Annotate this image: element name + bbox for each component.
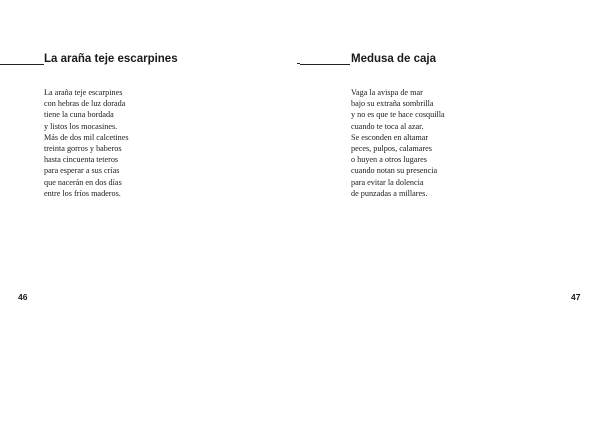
poem-line: que nacerán en dos días: [44, 177, 122, 187]
poem-line: cuando te toca al azar.: [351, 121, 424, 131]
poem-line: hasta cincuenta teteros: [44, 155, 119, 165]
poem-line: entre los fríos maderos.: [44, 188, 121, 198]
poem-line: cuando notan su presencia: [351, 166, 438, 176]
poem-line: La araña teje escarpines: [44, 88, 123, 97]
poem-line: Se esconden en altamar: [351, 132, 429, 142]
poem-line: de punzadas a millares.: [351, 188, 428, 198]
poem-line: bajo su extraña sombrilla: [351, 99, 434, 109]
poem-body: [44, 87, 129, 199]
poem-title: La araña teje escarpines: [44, 53, 178, 65]
poem-line: Vaga la avispa de mar: [351, 88, 423, 97]
page-number: 46: [18, 292, 28, 302]
poem-line: treinta gorros y baberos: [44, 144, 122, 154]
poem-line: peces, pulpos, calamares: [351, 144, 432, 154]
poem-line: para evitar la dolencia: [351, 177, 424, 187]
page-number: 47: [571, 292, 581, 302]
poem-line: tiene la cuna bordada: [44, 110, 114, 120]
poem-line: y listos los mocasines.: [44, 121, 118, 131]
right-page: [300, 0, 600, 440]
title-rule: [300, 64, 350, 65]
poem-line: o huyen a otros lugares: [351, 155, 427, 165]
title-rule: [0, 64, 44, 65]
poem-body: [351, 87, 445, 199]
poem-line: para esperar a sus crías: [44, 166, 120, 176]
poem-title: Medusa de caja: [351, 53, 437, 65]
poem-line: Más de dos mil calcetines: [44, 132, 129, 142]
poem-line: con hebras de luz dorada: [44, 99, 126, 109]
poem-line: y no es que te hace cosquilla: [351, 110, 445, 120]
